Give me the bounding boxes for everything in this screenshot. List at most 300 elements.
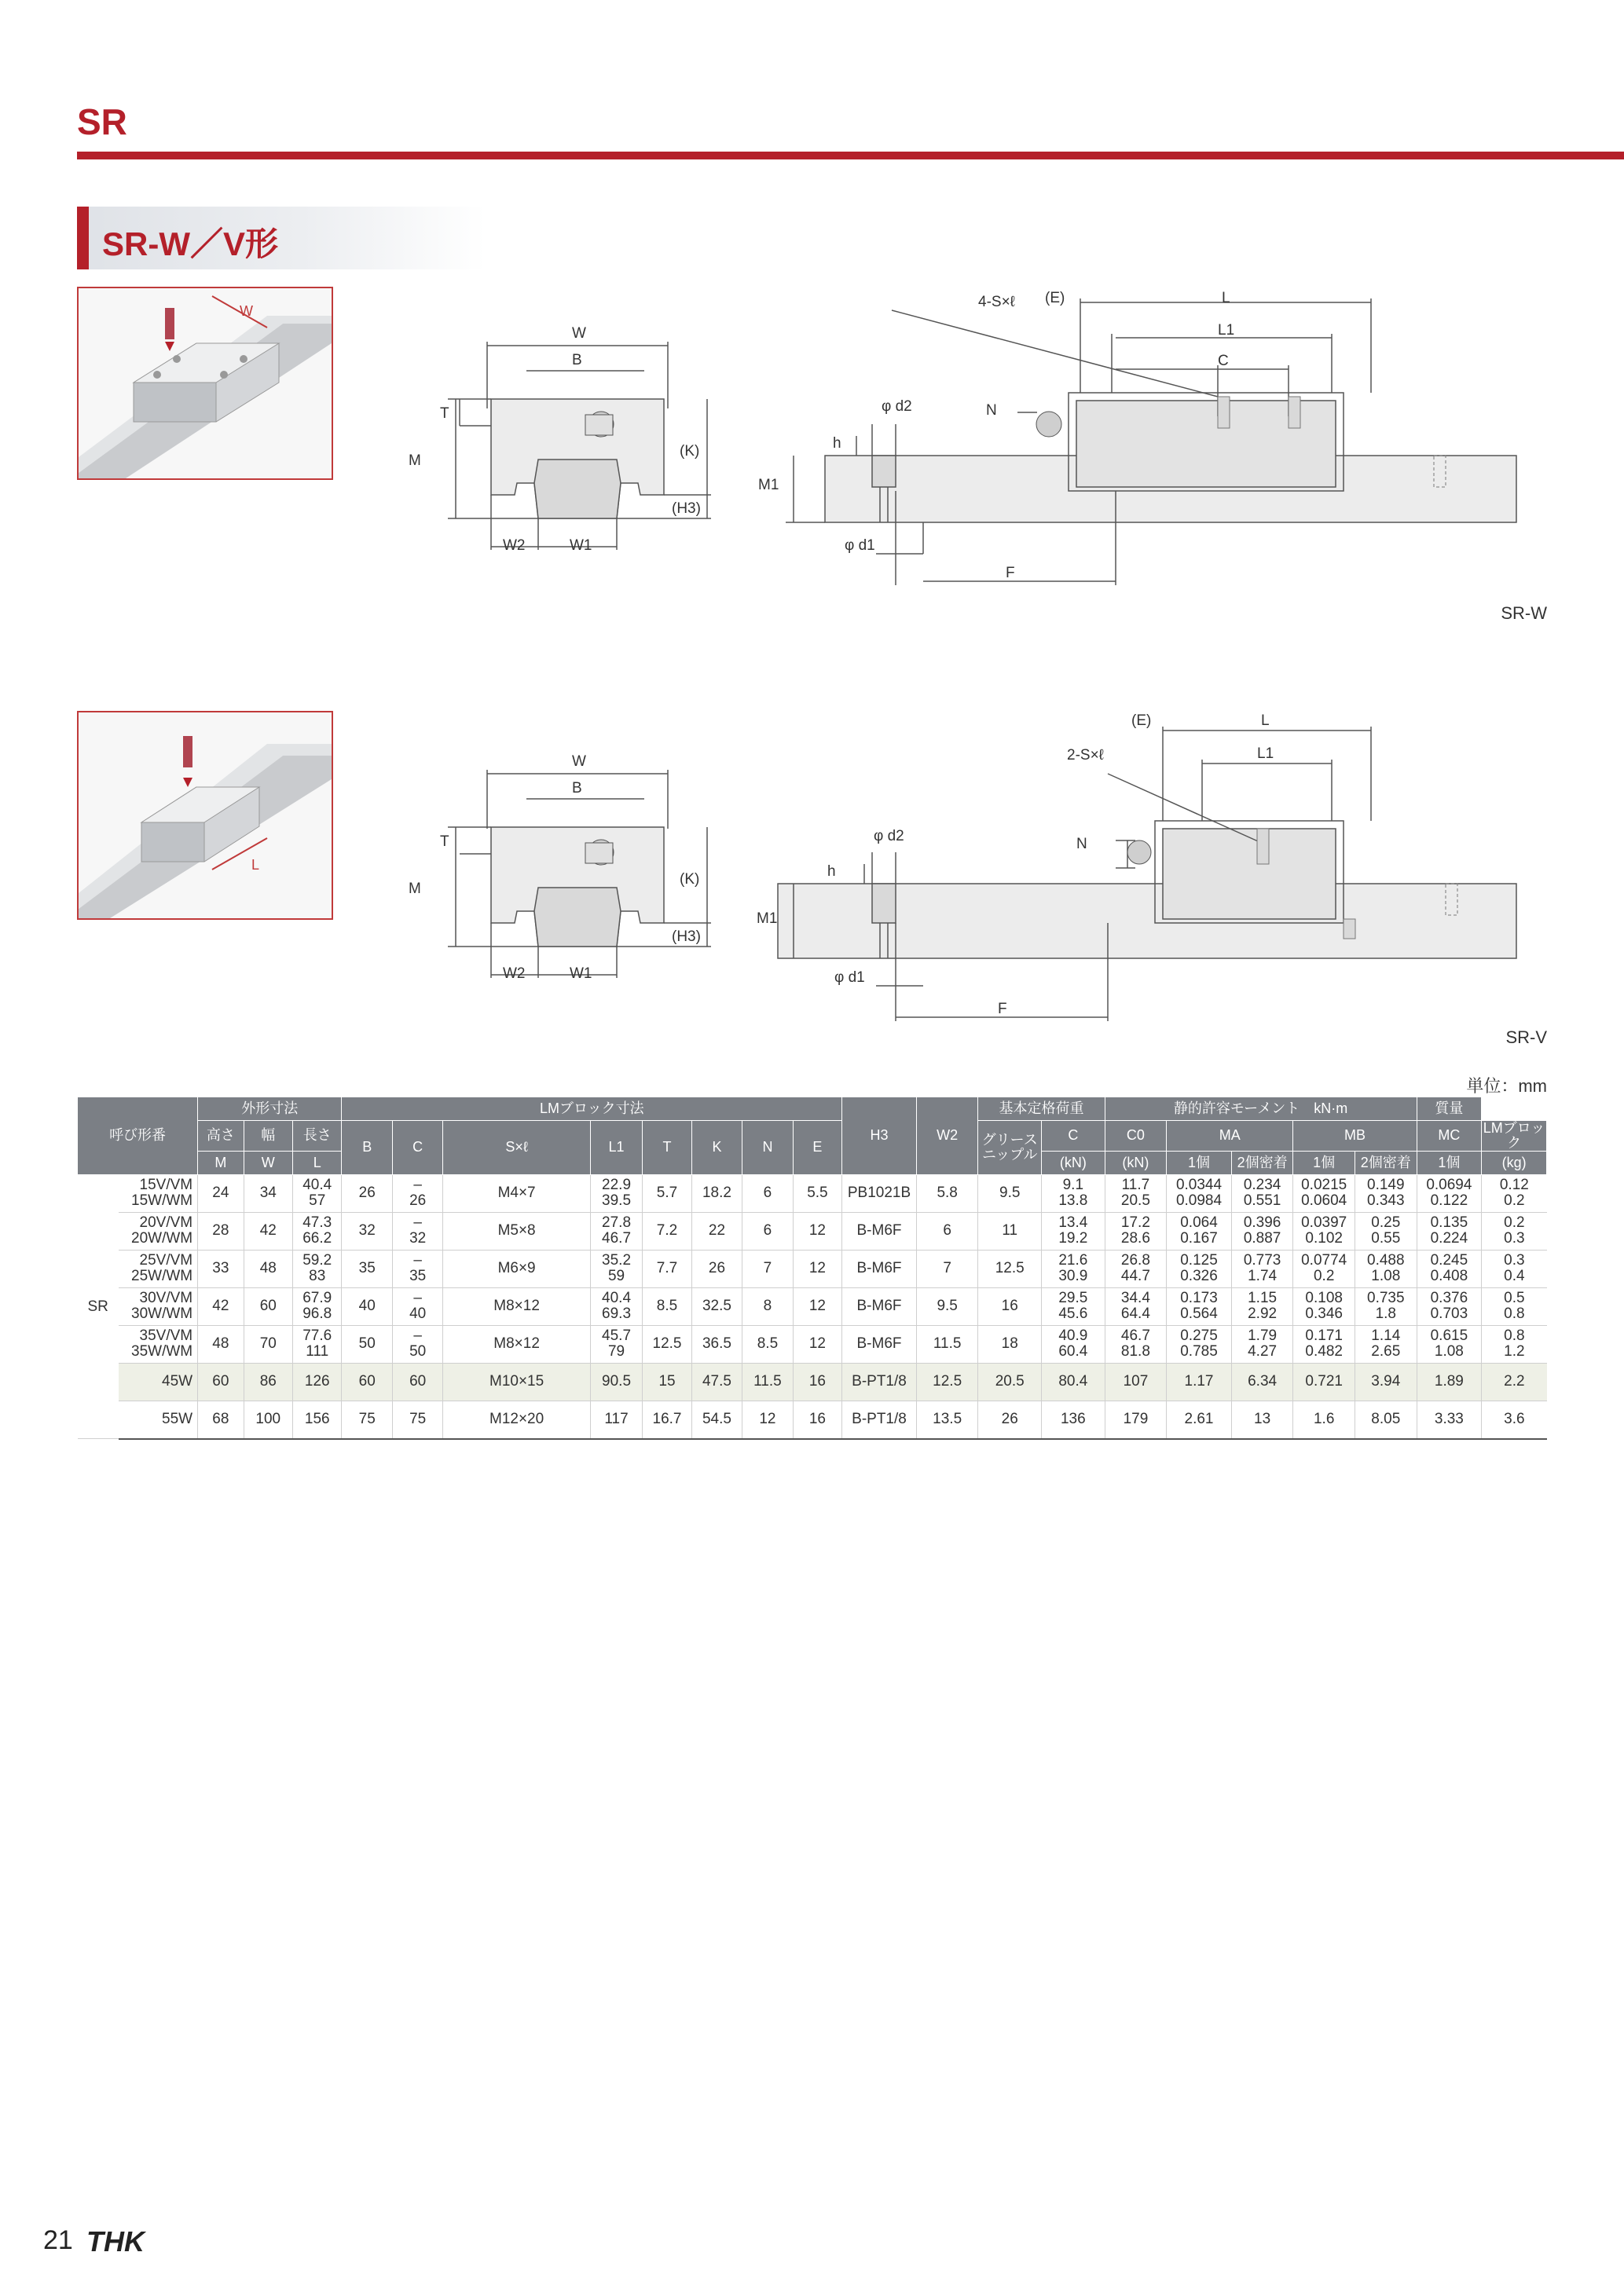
th-unit-kg: (kg) bbox=[1482, 1151, 1547, 1174]
cell-ma2 bbox=[1231, 1174, 1293, 1212]
cell-line: 57 bbox=[309, 1192, 326, 1210]
cell-line: 67.9 bbox=[302, 1290, 332, 1307]
cell-line: – bbox=[413, 1252, 422, 1269]
cell-ma2 bbox=[1231, 1325, 1293, 1363]
th-lm-block: LMブロック寸法 bbox=[342, 1097, 842, 1121]
cell-line: 3.94 bbox=[1371, 1373, 1401, 1390]
cell-line: 80.4 bbox=[1058, 1373, 1088, 1390]
cell-t: 7.7 bbox=[643, 1250, 691, 1287]
cell-t: 8.5 bbox=[643, 1287, 691, 1325]
cell-grease: B-M6F bbox=[842, 1287, 917, 1325]
cell-b: 50 bbox=[342, 1325, 392, 1363]
cell-line: 30V/VM bbox=[139, 1290, 193, 1307]
cell-cr bbox=[1042, 1287, 1105, 1325]
cell-line: 26 bbox=[409, 1192, 427, 1210]
cell-line: 2.61 bbox=[1184, 1411, 1214, 1428]
cell-line: 30W/WM bbox=[131, 1305, 193, 1323]
cell-s: M10×15 bbox=[443, 1363, 590, 1401]
cell-ma2 bbox=[1231, 1363, 1293, 1401]
cell-e: 12 bbox=[793, 1250, 841, 1287]
cell-line: 0.3 bbox=[1504, 1252, 1525, 1269]
label-M-v: M bbox=[409, 881, 421, 897]
cell-cr bbox=[1042, 1174, 1105, 1212]
label-W1-v: W1 bbox=[570, 965, 592, 982]
table-row bbox=[78, 1363, 1547, 1401]
cell-line: – bbox=[413, 1177, 422, 1194]
cell-line: 13 bbox=[1254, 1411, 1271, 1428]
cell-grease: B-M6F bbox=[842, 1250, 917, 1287]
cell-line: 0.551 bbox=[1243, 1192, 1281, 1210]
cell-l1 bbox=[590, 1287, 642, 1325]
cell-line: 0.8 bbox=[1504, 1305, 1525, 1323]
cell-mass bbox=[1482, 1325, 1547, 1363]
figure-caption-sr-w: SR-W bbox=[1501, 603, 1547, 623]
thk-logo-text: THK bbox=[86, 2225, 145, 2257]
th-C: C bbox=[392, 1121, 442, 1175]
cell-k: 36.5 bbox=[691, 1325, 742, 1363]
cell-model bbox=[119, 1287, 198, 1325]
cell-line: 40.9 bbox=[1058, 1327, 1088, 1345]
cell-line: 20V/VM bbox=[139, 1214, 193, 1232]
cell-line: 81.8 bbox=[1120, 1343, 1150, 1360]
thk-logo bbox=[86, 2225, 165, 2257]
label-screw: 4-S×ℓ bbox=[978, 294, 1015, 310]
cell-s: M5×8 bbox=[443, 1212, 590, 1250]
cell-line: 1.74 bbox=[1248, 1268, 1278, 1285]
cell-line: 0.615 bbox=[1430, 1327, 1468, 1345]
cell-grease: B-M6F bbox=[842, 1212, 917, 1250]
cell-l bbox=[293, 1250, 342, 1287]
cell-line: – bbox=[413, 1290, 422, 1307]
table-row bbox=[78, 1250, 1547, 1287]
label-T-v: T bbox=[440, 833, 449, 850]
th-E: E bbox=[793, 1121, 841, 1175]
subhead-title: SR-W／V形 bbox=[102, 225, 278, 262]
cell-w2: 9.5 bbox=[978, 1174, 1042, 1212]
cell-s: M4×7 bbox=[443, 1174, 590, 1212]
cell-line: 0.0694 bbox=[1426, 1177, 1472, 1194]
cell-line: 39.5 bbox=[602, 1192, 632, 1210]
label-N: N bbox=[986, 402, 997, 419]
cell-line: 35 bbox=[409, 1268, 427, 1285]
cell-line: 1.08 bbox=[1434, 1343, 1464, 1360]
label-E: (E) bbox=[1045, 290, 1065, 306]
cell-s: M8×12 bbox=[443, 1325, 590, 1363]
cell-line: 117 bbox=[604, 1411, 629, 1428]
cell-n: 6 bbox=[742, 1212, 793, 1250]
cell-b: 40 bbox=[342, 1287, 392, 1325]
cell-line: 90.5 bbox=[602, 1373, 632, 1390]
cell-k: 26 bbox=[691, 1250, 742, 1287]
cell-b: 75 bbox=[342, 1401, 392, 1439]
cell-line: 2.92 bbox=[1248, 1305, 1278, 1323]
cell-mass bbox=[1482, 1250, 1547, 1287]
cell-model bbox=[119, 1212, 198, 1250]
cell-line: 0.785 bbox=[1180, 1343, 1218, 1360]
cell-grease: B-M6F bbox=[842, 1325, 917, 1363]
th-L1: L1 bbox=[590, 1121, 642, 1175]
cell-ma1 bbox=[1167, 1401, 1232, 1439]
cell-line: 0.12 bbox=[1499, 1177, 1529, 1194]
cell-line: 35.2 bbox=[602, 1252, 632, 1269]
cell-ma1 bbox=[1167, 1174, 1232, 1212]
cell-line: 45.6 bbox=[1058, 1305, 1088, 1323]
unit-label: 単位：mm bbox=[1466, 1076, 1547, 1096]
cell-cr bbox=[1042, 1325, 1105, 1363]
cell-e: 16 bbox=[793, 1401, 841, 1439]
cell-e: 12 bbox=[793, 1325, 841, 1363]
cell-line: 46.7 bbox=[602, 1230, 632, 1247]
th-outer: 外形寸法 bbox=[198, 1097, 342, 1121]
label-M1: M1 bbox=[758, 477, 779, 493]
cell-line: 0.376 bbox=[1430, 1290, 1468, 1307]
cell-c bbox=[392, 1174, 442, 1212]
cell-model bbox=[119, 1401, 198, 1439]
label-d1-v: φ d1 bbox=[834, 969, 865, 986]
cell-line: 4.27 bbox=[1248, 1343, 1278, 1360]
cell-m: 60 bbox=[198, 1363, 244, 1401]
header-rule bbox=[77, 152, 1624, 159]
th-S: S×ℓ bbox=[443, 1121, 590, 1175]
cell-h3: 6 bbox=[916, 1212, 978, 1250]
cell-line: 107 bbox=[1123, 1373, 1149, 1390]
th-height: 高さ bbox=[198, 1121, 244, 1152]
cell-b: 32 bbox=[342, 1212, 392, 1250]
cell-n: 12 bbox=[742, 1401, 793, 1439]
cell-h3: 7 bbox=[916, 1250, 978, 1287]
cell-w2: 26 bbox=[978, 1401, 1042, 1439]
cell-ma1 bbox=[1167, 1212, 1232, 1250]
cell-line: 66.2 bbox=[302, 1230, 332, 1247]
cell-line: 3.33 bbox=[1434, 1411, 1464, 1428]
cell-line: 0.703 bbox=[1430, 1305, 1468, 1323]
cell-line: 26.8 bbox=[1120, 1252, 1150, 1269]
th-grease: グリース ニップル bbox=[978, 1121, 1042, 1175]
cell-cr bbox=[1042, 1212, 1105, 1250]
cell-line: 0.2 bbox=[1504, 1192, 1525, 1210]
cell-line: 44.7 bbox=[1120, 1268, 1150, 1285]
cell-t: 12.5 bbox=[643, 1325, 691, 1363]
cell-l1 bbox=[590, 1325, 642, 1363]
label-T: T bbox=[440, 405, 449, 422]
cell-line: 0.2 bbox=[1504, 1214, 1525, 1232]
cell-n: 7 bbox=[742, 1250, 793, 1287]
cell-e: 5.5 bbox=[793, 1174, 841, 1212]
cell-line: 3.6 bbox=[1504, 1411, 1525, 1428]
th-N: N bbox=[742, 1121, 793, 1175]
cell-h3: 5.8 bbox=[916, 1174, 978, 1212]
th-Crated: C bbox=[1042, 1121, 1105, 1152]
cell-k: 47.5 bbox=[691, 1363, 742, 1401]
cell-line: 0.0397 bbox=[1301, 1214, 1347, 1232]
cell-line: 2.2 bbox=[1504, 1373, 1525, 1390]
cell-mb1 bbox=[1293, 1250, 1355, 1287]
th-unit-mb1: 1個 bbox=[1293, 1151, 1355, 1174]
cell-t: 7.2 bbox=[643, 1212, 691, 1250]
product-photo-sr-w bbox=[77, 287, 333, 480]
cell-line: 8.05 bbox=[1371, 1411, 1401, 1428]
spec-table-body bbox=[78, 1174, 1547, 1439]
sr-v-cross-section-drawing bbox=[409, 750, 739, 1002]
cell-line: 11.7 bbox=[1121, 1177, 1150, 1194]
label-d1: φ d1 bbox=[845, 537, 875, 554]
label-d2: φ d2 bbox=[882, 398, 912, 415]
cell-line: 28.6 bbox=[1120, 1230, 1150, 1247]
cell-l bbox=[293, 1212, 342, 1250]
label-H3-v: (H3) bbox=[672, 928, 701, 945]
cell-mc bbox=[1417, 1401, 1482, 1439]
label-E-v: (E) bbox=[1131, 712, 1152, 729]
sr-w-side-view-drawing bbox=[754, 287, 1548, 601]
th-unit-M: M bbox=[198, 1151, 244, 1174]
cell-c0 bbox=[1105, 1212, 1167, 1250]
cell-mb2 bbox=[1355, 1212, 1417, 1250]
cell-line: 111 bbox=[306, 1343, 329, 1360]
cell-ma1 bbox=[1167, 1363, 1232, 1401]
cell-line: 0.4 bbox=[1504, 1268, 1525, 1285]
series-title: SR bbox=[77, 101, 127, 142]
cell-w: 70 bbox=[244, 1325, 292, 1363]
cell-line: 0.167 bbox=[1180, 1230, 1218, 1247]
cell-h3: 13.5 bbox=[916, 1401, 978, 1439]
label-L1-v: L1 bbox=[1257, 745, 1274, 762]
cell-h3: 11.5 bbox=[916, 1325, 978, 1363]
cell-line: 25V/VM bbox=[139, 1252, 193, 1269]
series-label-cell: SR bbox=[78, 1174, 119, 1439]
cell-m: 42 bbox=[198, 1287, 244, 1325]
th-unit-kN1: (kN) bbox=[1042, 1151, 1105, 1174]
cell-line: 0.2 bbox=[1313, 1268, 1335, 1285]
svg-text:L: L bbox=[251, 857, 260, 873]
cell-ma1 bbox=[1167, 1287, 1232, 1325]
cell-k: 18.2 bbox=[691, 1174, 742, 1212]
table-row bbox=[78, 1174, 1547, 1212]
label-N-v: N bbox=[1076, 836, 1087, 852]
cell-w: 60 bbox=[244, 1287, 292, 1325]
cell-line: 0.135 bbox=[1430, 1214, 1468, 1232]
cell-mc bbox=[1417, 1325, 1482, 1363]
cell-line: 0.0215 bbox=[1301, 1177, 1347, 1194]
cell-line: 46.7 bbox=[1120, 1327, 1150, 1345]
cell-l bbox=[293, 1363, 342, 1401]
cell-mass bbox=[1482, 1363, 1547, 1401]
cell-line: 0.064 bbox=[1180, 1214, 1218, 1232]
cell-line: 83 bbox=[309, 1268, 326, 1285]
cell-l1 bbox=[590, 1363, 642, 1401]
cell-k: 22 bbox=[691, 1212, 742, 1250]
cell-line: 0.0984 bbox=[1175, 1192, 1223, 1210]
label-h: h bbox=[833, 435, 841, 452]
cell-line: 0.326 bbox=[1180, 1268, 1218, 1285]
cell-mb2 bbox=[1355, 1401, 1417, 1439]
cell-line: 13.4 bbox=[1058, 1214, 1088, 1232]
cell-line: 156 bbox=[304, 1411, 330, 1428]
cell-line: 0.408 bbox=[1430, 1268, 1468, 1285]
cell-line: 59 bbox=[607, 1268, 625, 1285]
cell-s: M6×9 bbox=[443, 1250, 590, 1287]
cell-model bbox=[119, 1174, 198, 1212]
cell-line: 60 bbox=[409, 1373, 427, 1390]
cell-mb1 bbox=[1293, 1401, 1355, 1439]
cell-line: 136 bbox=[1060, 1411, 1086, 1428]
cell-mb1 bbox=[1293, 1212, 1355, 1250]
cell-line: 32 bbox=[409, 1230, 427, 1247]
cell-c0 bbox=[1105, 1250, 1167, 1287]
cell-line: 45.7 bbox=[602, 1327, 632, 1345]
cell-mass bbox=[1482, 1212, 1547, 1250]
cell-m: 28 bbox=[198, 1212, 244, 1250]
cell-mc bbox=[1417, 1212, 1482, 1250]
cell-n: 8 bbox=[742, 1287, 793, 1325]
cell-line: 1.6 bbox=[1313, 1411, 1335, 1428]
cell-line: 0.773 bbox=[1243, 1252, 1281, 1269]
cell-grease: B-PT1/8 bbox=[842, 1363, 917, 1401]
cell-m: 48 bbox=[198, 1325, 244, 1363]
cell-w: 48 bbox=[244, 1250, 292, 1287]
cell-c bbox=[392, 1325, 442, 1363]
cell-line: 0.482 bbox=[1305, 1343, 1343, 1360]
label-W2: W2 bbox=[503, 537, 526, 554]
cell-model bbox=[119, 1325, 198, 1363]
th-T: T bbox=[643, 1121, 691, 1175]
cell-line: 55W bbox=[162, 1411, 193, 1428]
label-K-v: (K) bbox=[680, 871, 700, 888]
cell-line: 0.0604 bbox=[1301, 1192, 1347, 1210]
cell-ma2 bbox=[1231, 1401, 1293, 1439]
cell-c0 bbox=[1105, 1325, 1167, 1363]
cell-grease: B-PT1/8 bbox=[842, 1401, 917, 1439]
cell-line: 17.2 bbox=[1120, 1214, 1150, 1232]
cell-c0 bbox=[1105, 1363, 1167, 1401]
cell-line: 0.8 bbox=[1504, 1327, 1525, 1345]
cell-ma1 bbox=[1167, 1325, 1232, 1363]
cell-c0 bbox=[1105, 1174, 1167, 1212]
th-mass-lm: LMブロック bbox=[1482, 1121, 1547, 1152]
cell-line: 1.17 bbox=[1184, 1373, 1214, 1390]
cell-line: 0.488 bbox=[1367, 1252, 1405, 1269]
cell-line: 1.79 bbox=[1248, 1327, 1278, 1345]
cell-line: 0.108 bbox=[1305, 1290, 1343, 1307]
cell-t: 5.7 bbox=[643, 1174, 691, 1212]
cell-line: 0.55 bbox=[1371, 1230, 1401, 1247]
cell-mb1 bbox=[1293, 1174, 1355, 1212]
label-d2-v: φ d2 bbox=[874, 828, 904, 844]
cell-w: 86 bbox=[244, 1363, 292, 1401]
cell-line: 0.224 bbox=[1430, 1230, 1468, 1247]
cell-line: 40.4 bbox=[602, 1290, 632, 1307]
cell-line: 50 bbox=[409, 1343, 427, 1360]
cell-line: 1.14 bbox=[1371, 1327, 1401, 1345]
label-K: (K) bbox=[680, 443, 700, 460]
cell-c bbox=[392, 1250, 442, 1287]
th-K: K bbox=[691, 1121, 742, 1175]
cell-mb1 bbox=[1293, 1363, 1355, 1401]
cell-m: 68 bbox=[198, 1401, 244, 1439]
cell-line: 126 bbox=[304, 1373, 330, 1390]
cell-w2: 20.5 bbox=[978, 1363, 1042, 1401]
cell-w2: 16 bbox=[978, 1287, 1042, 1325]
cell-mb2 bbox=[1355, 1287, 1417, 1325]
th-width: 幅 bbox=[244, 1121, 292, 1152]
label-h-v: h bbox=[827, 863, 836, 880]
cell-c0 bbox=[1105, 1401, 1167, 1439]
label-B: B bbox=[572, 352, 582, 368]
cell-line: 2.65 bbox=[1371, 1343, 1401, 1360]
cell-line: 0.346 bbox=[1305, 1305, 1343, 1323]
spec-table bbox=[77, 1097, 1547, 1440]
cell-line: 15V/VM bbox=[139, 1177, 193, 1194]
label-W-v: W bbox=[572, 753, 586, 770]
cell-line: 40 bbox=[409, 1305, 427, 1323]
cell-line: 27.8 bbox=[602, 1214, 632, 1232]
cell-w: 42 bbox=[244, 1212, 292, 1250]
cell-line: 0.275 bbox=[1180, 1327, 1218, 1345]
cell-line: 9.1 bbox=[1062, 1177, 1084, 1194]
cell-line: 13.8 bbox=[1058, 1192, 1088, 1210]
th-unit-ma2: 2個密着 bbox=[1231, 1151, 1293, 1174]
cell-line: 0.25 bbox=[1371, 1214, 1401, 1232]
cell-line: 0.171 bbox=[1305, 1327, 1343, 1345]
th-unit-ma1: 1個 bbox=[1167, 1151, 1232, 1174]
cell-line: 0.173 bbox=[1180, 1290, 1218, 1307]
th-unit-L: L bbox=[293, 1151, 342, 1174]
cell-t: 16.7 bbox=[643, 1401, 691, 1439]
label-C: C bbox=[1218, 353, 1229, 369]
cell-m: 33 bbox=[198, 1250, 244, 1287]
cell-line: 0.887 bbox=[1243, 1230, 1281, 1247]
cell-line: – bbox=[413, 1214, 422, 1232]
cell-l bbox=[293, 1325, 342, 1363]
cell-mb2 bbox=[1355, 1174, 1417, 1212]
cell-grease: PB1021B bbox=[842, 1174, 917, 1212]
table-row bbox=[78, 1212, 1547, 1250]
cell-line: 21.6 bbox=[1058, 1252, 1088, 1269]
th-unit-W: W bbox=[244, 1151, 292, 1174]
cell-line: 30.9 bbox=[1058, 1268, 1088, 1285]
label-W2-v: W2 bbox=[503, 965, 526, 982]
th-H3: H3 bbox=[842, 1097, 917, 1175]
cell-mass bbox=[1482, 1287, 1547, 1325]
label-H3: (H3) bbox=[672, 500, 701, 517]
cell-line: 0.343 bbox=[1367, 1192, 1405, 1210]
cell-line: 59.2 bbox=[302, 1252, 332, 1269]
cell-line: 0.564 bbox=[1180, 1305, 1218, 1323]
cell-line: 47.3 bbox=[302, 1214, 332, 1232]
cell-line: 40.4 bbox=[302, 1177, 332, 1194]
cell-line: 0.122 bbox=[1430, 1192, 1468, 1210]
cell-h3: 12.5 bbox=[916, 1363, 978, 1401]
cell-h3: 9.5 bbox=[916, 1287, 978, 1325]
sr-w-cross-section-drawing bbox=[409, 322, 739, 573]
cell-line: 25W/WM bbox=[131, 1268, 193, 1285]
label-B-v: B bbox=[572, 780, 582, 796]
cell-line: 22.9 bbox=[602, 1177, 632, 1194]
th-model: 呼び形番 bbox=[78, 1097, 198, 1175]
cell-w: 100 bbox=[244, 1401, 292, 1439]
label-L1: L1 bbox=[1218, 322, 1235, 339]
cell-mc bbox=[1417, 1363, 1482, 1401]
cell-line: 45W bbox=[162, 1373, 193, 1390]
cell-line: 1.15 bbox=[1248, 1290, 1278, 1307]
cell-n: 11.5 bbox=[742, 1363, 793, 1401]
sr-v-block-illustration bbox=[79, 712, 332, 918]
label-F: F bbox=[1006, 565, 1015, 581]
cell-line: 0.149 bbox=[1367, 1177, 1405, 1194]
cell-mass bbox=[1482, 1401, 1547, 1439]
page-number: 21 bbox=[43, 2225, 73, 2255]
cell-s: M12×20 bbox=[443, 1401, 590, 1439]
cell-cr bbox=[1042, 1363, 1105, 1401]
